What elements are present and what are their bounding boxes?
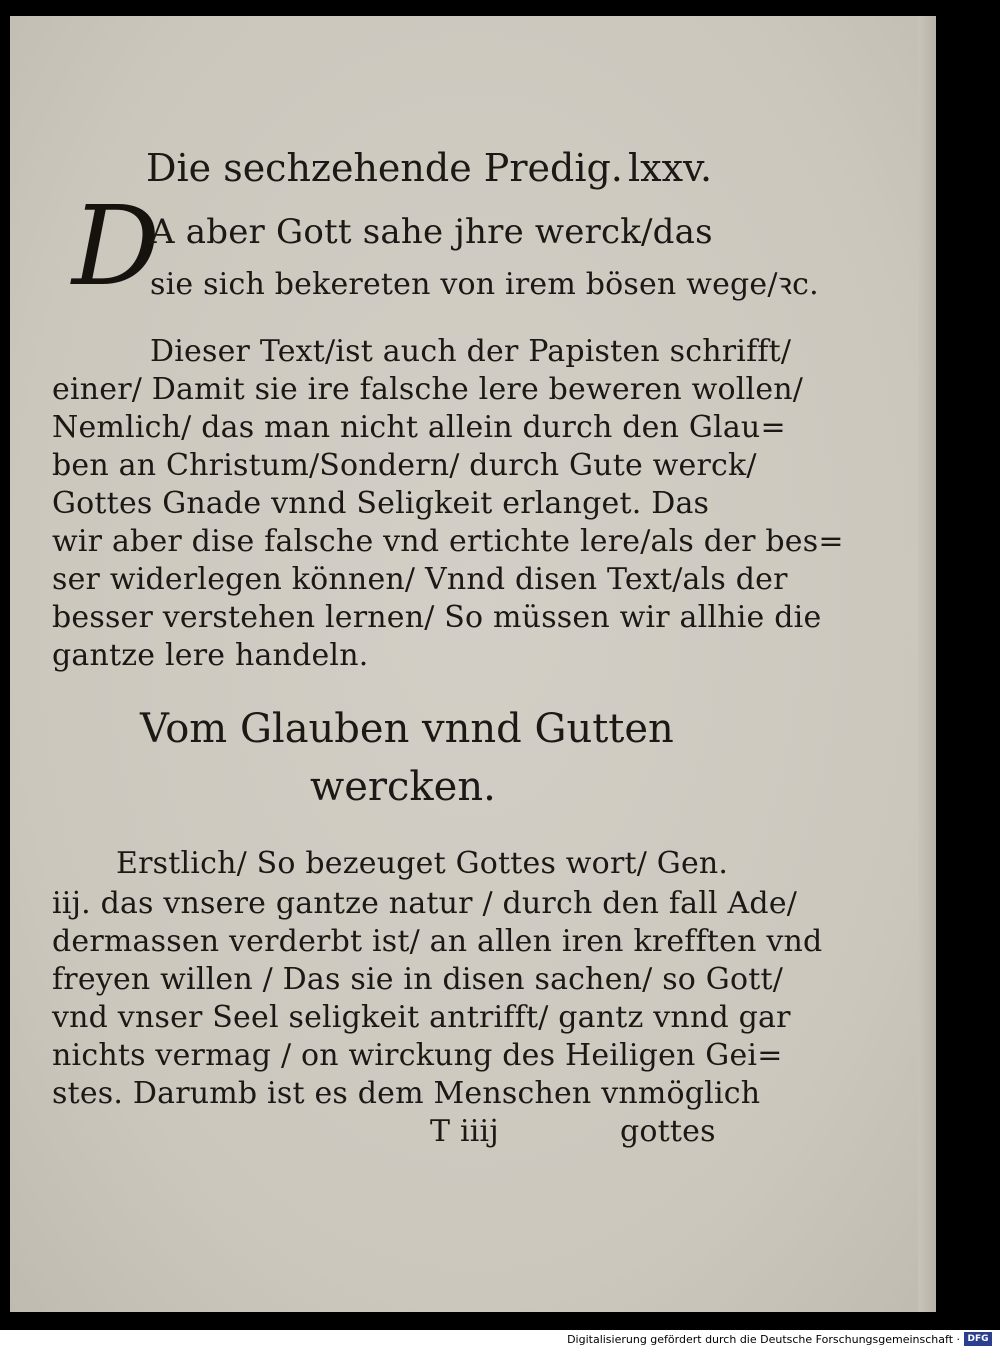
catchword: gottes	[620, 1114, 716, 1149]
signature-mark: T iiij	[430, 1114, 499, 1149]
body-line: ser widerlegen können/ Vnnd disen Text/als der	[52, 562, 788, 597]
body-line: dermassen verderbt ist/ an allen iren krefften vnd	[52, 924, 823, 959]
section-heading: Vom Glauben vnnd Gutten	[140, 706, 674, 752]
page-edge	[918, 16, 936, 1312]
running-title: Die sechzehende Predig.	[146, 146, 623, 190]
body-line: Dieser Text/ist auch der Papisten schrifft/	[150, 334, 792, 369]
body-line: Erstlich/ So bezeuget Gottes wort/ Gen.	[116, 846, 729, 881]
body-line: Gottes Gnade vnnd Seligkeit erlanget. Das	[52, 486, 710, 521]
body-line: nichts vermag / on wirckung des Heiligen Gei=	[52, 1038, 783, 1073]
folio-number: lxxv.	[628, 146, 713, 190]
decorated-initial: D	[71, 182, 161, 310]
body-line: freyen willen / Das sie in disen sachen/ so Gott/	[52, 962, 784, 997]
opening-line: sie sich bekereten von irem bösen wege/ꝛc.	[150, 267, 819, 302]
body-line: einer/ Damit sie ire falsche lere beweren wollen/	[52, 372, 804, 407]
body-line: besser verstehen lernen/ So müssen wir allhie die	[52, 600, 822, 635]
body-line: stes. Darumb ist es dem Menschen vnmöglich	[52, 1076, 761, 1111]
dfg-logo: DFG	[964, 1332, 992, 1346]
body-line: wir aber dise falsche vnd ertichte lere/als der bes=	[52, 524, 844, 559]
body-line: vnd vnser Seel seligkeit antrifft/ gantz vnnd gar	[52, 1000, 791, 1035]
body-line: ben an Christum/Sondern/ durch Gute werck/	[52, 448, 757, 483]
body-line: gantze lere handeln.	[52, 638, 369, 673]
body-line: Nemlich/ das man nicht allein durch den Glau=	[52, 410, 786, 445]
section-heading: wercken.	[310, 764, 496, 810]
body-line: iij. das vnsere gantze natur / durch den fall Ade/	[52, 886, 798, 921]
opening-line: A aber Gott sahe jhre werck/das	[150, 212, 713, 252]
funding-credit: Digitalisierung gefördert durch die Deutsche Forschungsgemeinschaft ·	[567, 1333, 960, 1346]
